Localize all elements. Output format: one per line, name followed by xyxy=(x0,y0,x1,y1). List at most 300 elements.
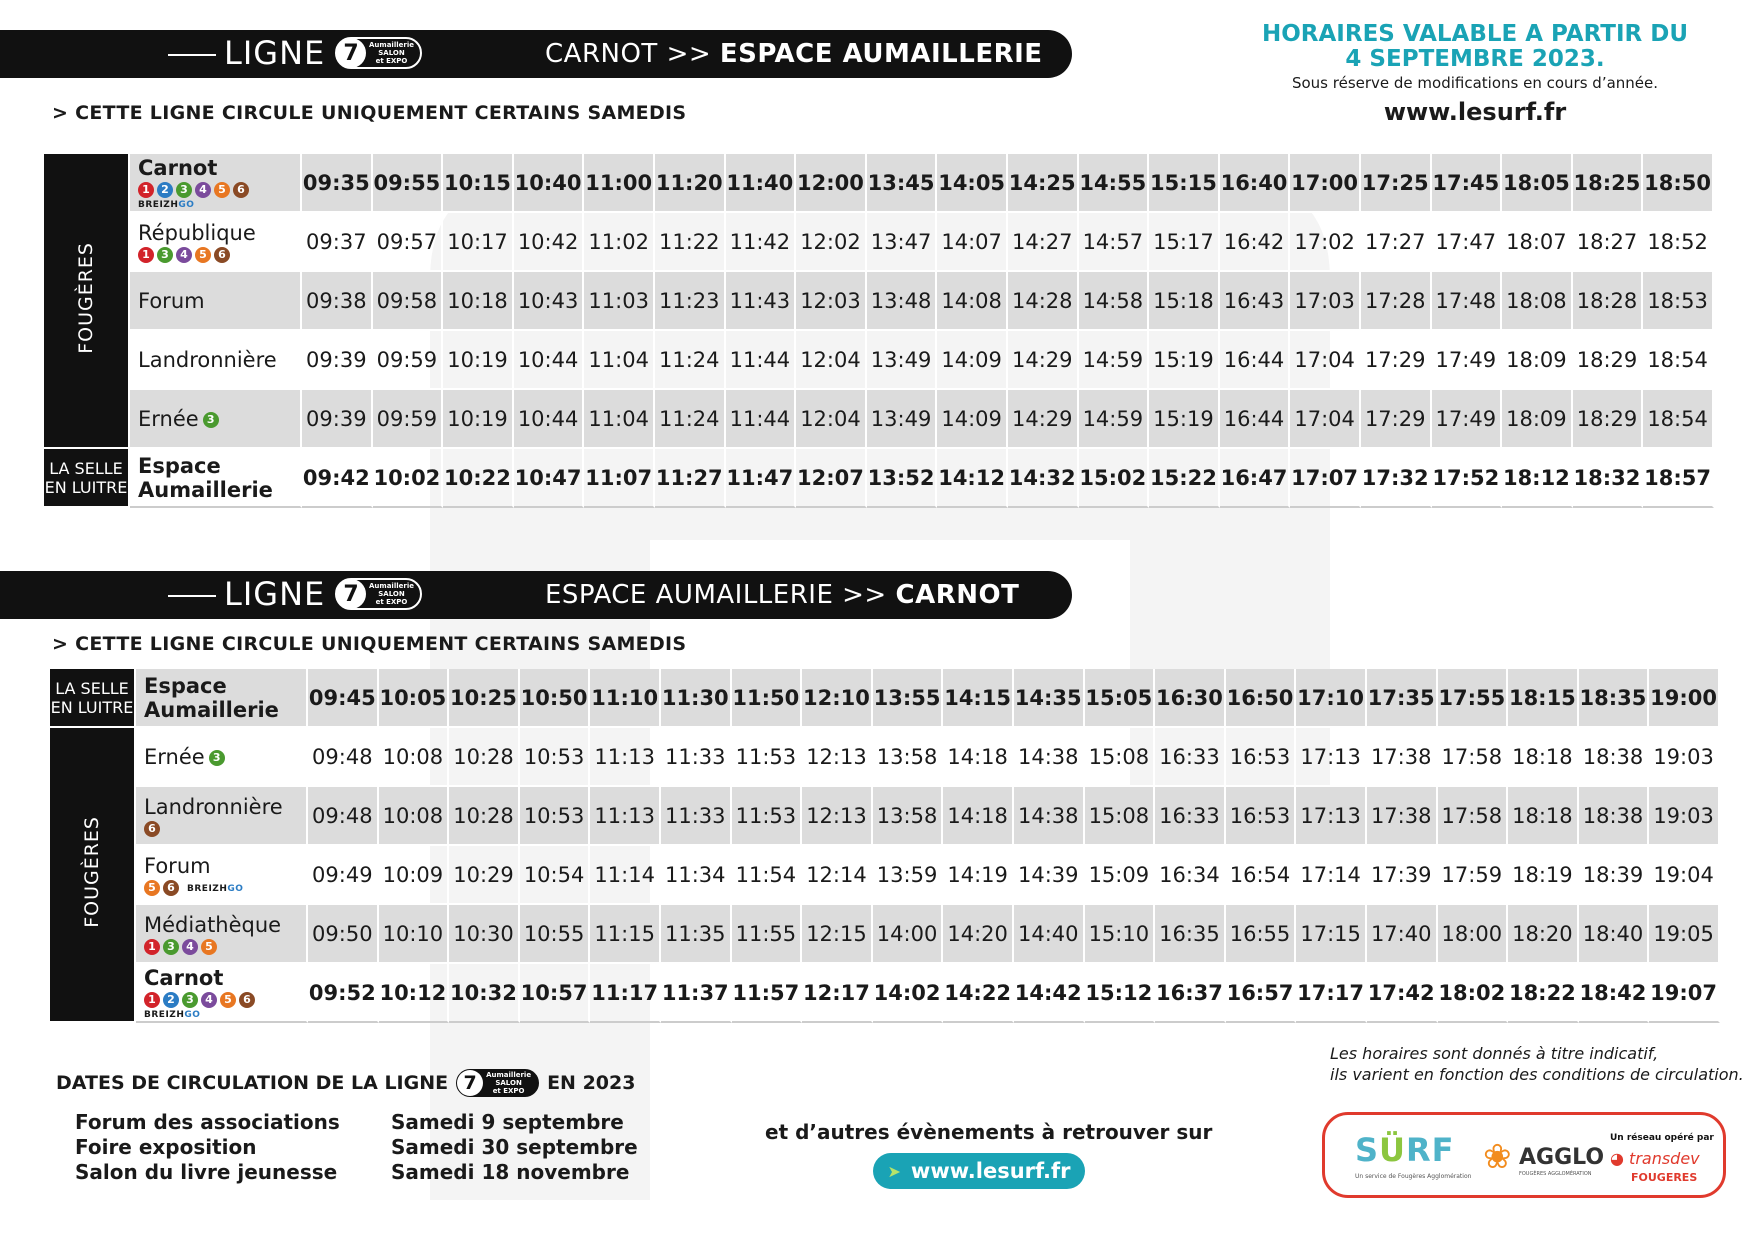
line-5-icon: 5 xyxy=(214,182,230,198)
departure-time: 18:38 xyxy=(1579,787,1650,846)
departure-time: 09:52 xyxy=(308,964,379,1023)
departure-time: 10:08 xyxy=(379,728,450,787)
inbound-header-bar xyxy=(0,571,1072,619)
departure-time: 14:18 xyxy=(943,787,1014,846)
line-3-icon: 3 xyxy=(163,939,179,955)
departure-time: 10:47 xyxy=(514,449,585,508)
departure-time: 18:38 xyxy=(1579,728,1650,787)
dash-decoration xyxy=(168,595,216,597)
departure-time: 17:55 xyxy=(1438,669,1509,728)
other-events-text: et d’autres évènements à retrouver sur xyxy=(765,1120,1213,1144)
inbound-timetable xyxy=(50,669,1720,1023)
departure-time: 15:19 xyxy=(1149,390,1220,449)
departure-time: 14:59 xyxy=(1079,331,1150,390)
breizhgo-icon: BREIZHGO xyxy=(187,883,244,894)
departure-time: 10:10 xyxy=(379,905,450,964)
departure-time: 11:33 xyxy=(661,787,732,846)
stop-name: Forum 5 6 BREIZHGO xyxy=(136,846,308,905)
departure-time: 18:52 xyxy=(1643,213,1714,272)
ligne-label: LIGNE xyxy=(224,575,326,613)
departure-time: 14:59 xyxy=(1079,390,1150,449)
departure-time: 17:13 xyxy=(1296,728,1367,787)
commune-label: LA SELLE EN LUITRE xyxy=(50,669,136,728)
departure-time: 12:07 xyxy=(796,449,867,508)
departure-time: 14:09 xyxy=(937,331,1008,390)
departure-time: 15:05 xyxy=(1085,669,1156,728)
departure-time: 09:58 xyxy=(373,272,444,331)
departure-time: 18:27 xyxy=(1573,213,1644,272)
line-number: 7 xyxy=(336,38,366,68)
partner-logos xyxy=(1322,1112,1726,1198)
line-connections xyxy=(144,880,179,896)
departure-time: 09:59 xyxy=(373,390,444,449)
departure-time: 16:30 xyxy=(1155,669,1226,728)
departure-time: 14:57 xyxy=(1079,213,1150,272)
departure-time: 17:38 xyxy=(1367,728,1438,787)
departure-time: 18:22 xyxy=(1508,964,1579,1023)
departure-time: 10:55 xyxy=(520,905,591,964)
ligne-label: LIGNE xyxy=(224,34,326,72)
departure-time: 16:35 xyxy=(1155,905,1226,964)
departure-time: 16:53 xyxy=(1226,787,1297,846)
departure-time: 18:09 xyxy=(1502,331,1573,390)
departure-time: 15:19 xyxy=(1149,331,1220,390)
departure-time: 10:50 xyxy=(520,669,591,728)
departure-time: 17:25 xyxy=(1361,154,1432,213)
departure-time: 18:54 xyxy=(1643,390,1714,449)
departure-time: 12:02 xyxy=(796,213,867,272)
departure-time: 18:02 xyxy=(1438,964,1509,1023)
table-row xyxy=(44,390,1714,449)
departure-time: 14:22 xyxy=(943,964,1014,1023)
departure-time: 14:28 xyxy=(1008,272,1079,331)
departure-time: 18:50 xyxy=(1643,154,1714,213)
departure-time: 17:59 xyxy=(1438,846,1509,905)
departure-time: 16:54 xyxy=(1226,846,1297,905)
line-7-badge xyxy=(335,578,422,610)
departure-time: 11:53 xyxy=(732,787,803,846)
line-1-icon: 1 xyxy=(144,992,160,1008)
departure-time: 17:17 xyxy=(1296,964,1367,1023)
departure-time: 13:45 xyxy=(867,154,938,213)
service-notice: > CETTE LIGNE CIRCULE UNIQUEMENT CERTAINS SAMEDIS xyxy=(52,102,687,124)
departure-time: 10:44 xyxy=(514,331,585,390)
departure-time: 17:48 xyxy=(1432,272,1503,331)
line-5-icon: 5 xyxy=(144,880,160,896)
departure-time: 09:49 xyxy=(308,846,379,905)
website-button-label: www.lesurf.fr xyxy=(910,1159,1071,1183)
departure-time: 14:08 xyxy=(937,272,1008,331)
departure-time: 14:42 xyxy=(1014,964,1085,1023)
line-6-icon: 6 xyxy=(214,247,230,263)
table-row xyxy=(44,154,1714,213)
table-row xyxy=(44,272,1714,331)
line-connections xyxy=(138,247,300,263)
validity-block xyxy=(1240,22,1710,126)
dates-year: EN 2023 xyxy=(547,1072,636,1094)
departure-time: 10:08 xyxy=(379,787,450,846)
outbound-header-bar xyxy=(0,30,1072,78)
departure-time: 17:15 xyxy=(1296,905,1367,964)
departure-time: 13:58 xyxy=(873,787,944,846)
departure-time: 18:28 xyxy=(1573,272,1644,331)
line-number: 7 xyxy=(457,1070,483,1096)
table-row xyxy=(44,331,1714,390)
departure-time: 17:32 xyxy=(1361,449,1432,508)
departure-time: 09:42 xyxy=(302,449,373,508)
departure-time: 10:17 xyxy=(443,213,514,272)
departure-time: 13:59 xyxy=(873,846,944,905)
departure-time: 11:15 xyxy=(590,905,661,964)
departure-time: 18:32 xyxy=(1573,449,1644,508)
departure-time: 10:02 xyxy=(373,449,444,508)
departure-time: 14:32 xyxy=(1008,449,1079,508)
departure-time: 16:43 xyxy=(1220,272,1291,331)
departure-time: 17:35 xyxy=(1367,669,1438,728)
departure-time: 18:19 xyxy=(1508,846,1579,905)
departure-time: 18:09 xyxy=(1502,390,1573,449)
departure-time: 17:02 xyxy=(1290,213,1361,272)
line-4-icon: 4 xyxy=(201,992,217,1008)
departure-time: 09:48 xyxy=(308,728,379,787)
departure-time: 18:42 xyxy=(1579,964,1650,1023)
table-row xyxy=(50,728,1720,787)
line-3-icon: 3 xyxy=(176,182,192,198)
departure-time: 19:03 xyxy=(1649,787,1720,846)
departure-time: 10:19 xyxy=(443,390,514,449)
line-3-icon: 3 xyxy=(157,247,173,263)
departure-time: 10:43 xyxy=(514,272,585,331)
departure-time: 12:10 xyxy=(802,669,873,728)
departure-time: 14:05 xyxy=(937,154,1008,213)
departure-time: 16:34 xyxy=(1155,846,1226,905)
departure-time: 11:30 xyxy=(661,669,732,728)
departure-time: 15:08 xyxy=(1085,787,1156,846)
departure-time: 15:08 xyxy=(1085,728,1156,787)
agglo-logo: AGGLO xyxy=(1519,1145,1605,1170)
line-badge-label: Aumaillerie SALON et EXPO xyxy=(369,41,414,65)
departure-time: 18:53 xyxy=(1643,272,1714,331)
departure-time: 17:27 xyxy=(1361,213,1432,272)
website-link[interactable]: www.lesurf.fr xyxy=(1383,98,1567,126)
departure-time: 14:58 xyxy=(1079,272,1150,331)
stop-name: Landronnière xyxy=(130,331,302,390)
departure-time: 18:57 xyxy=(1643,449,1714,508)
departure-time: 18:05 xyxy=(1502,154,1573,213)
commune-label: FOUGÈRES xyxy=(44,154,130,449)
departure-time: 11:40 xyxy=(726,154,797,213)
line-connections xyxy=(138,182,300,198)
table-row xyxy=(44,449,1714,508)
departure-time: 13:47 xyxy=(867,213,938,272)
departure-time: 18:08 xyxy=(1502,272,1573,331)
line-connections xyxy=(144,992,306,1008)
departure-time: 13:49 xyxy=(867,331,938,390)
departure-time: 12:04 xyxy=(796,390,867,449)
line-connections xyxy=(144,821,306,837)
line-3-icon: 3 xyxy=(182,992,198,1008)
departure-time: 11:53 xyxy=(732,728,803,787)
transdev-fougeres: FOUGERES xyxy=(1631,1171,1698,1184)
departure-time: 17:38 xyxy=(1367,787,1438,846)
route-title: CARNOT >> ESPACE AUMAILLERIE xyxy=(545,39,1043,69)
departure-time: 17:04 xyxy=(1290,331,1361,390)
departure-time: 14:29 xyxy=(1008,390,1079,449)
departure-time: 09:35 xyxy=(302,154,373,213)
departure-time: 11:33 xyxy=(661,728,732,787)
departure-time: 15:12 xyxy=(1085,964,1156,1023)
departure-time: 14:02 xyxy=(873,964,944,1023)
departure-time: 10:30 xyxy=(449,905,520,964)
line-2-icon: 2 xyxy=(157,182,173,198)
departure-time: 17:39 xyxy=(1367,846,1438,905)
departure-time: 17:29 xyxy=(1361,331,1432,390)
departure-time: 18:18 xyxy=(1508,728,1579,787)
departure-time: 11:55 xyxy=(732,905,803,964)
line-badge-label: Aumaillerie SALON et EXPO xyxy=(486,1071,532,1095)
departure-time: 17:58 xyxy=(1438,728,1509,787)
departure-time: 16:57 xyxy=(1226,964,1297,1023)
line-3-icon: 3 xyxy=(209,750,225,766)
line-6-icon: 6 xyxy=(239,992,255,1008)
arrow-icon: ➤ xyxy=(887,1161,901,1181)
departure-time: 15:22 xyxy=(1149,449,1220,508)
commune-label: FOUGÈRES xyxy=(50,728,136,1023)
line-4-icon: 4 xyxy=(182,939,198,955)
departure-time: 09:59 xyxy=(373,331,444,390)
disclaimer-note: Les horaires sont donnés à titre indicatif, ils varient en fonction des conditions de circulation. xyxy=(1330,1044,1744,1084)
breizhgo-icon: BREIZHGO xyxy=(144,1009,201,1020)
stop-name: Médiathèque 1 3 4 5 xyxy=(136,905,308,964)
departure-time: 10:42 xyxy=(514,213,585,272)
stop-name: Ernée 3 xyxy=(136,728,308,787)
departure-time: 12:14 xyxy=(802,846,873,905)
departure-time: 09:39 xyxy=(302,331,373,390)
departure-time: 16:53 xyxy=(1226,728,1297,787)
departure-time: 10:32 xyxy=(449,964,520,1023)
departure-time: 18:20 xyxy=(1508,905,1579,964)
agglo-logo-sub: FOUGÈRES AGGLOMÉRATION xyxy=(1519,1171,1592,1177)
route-title: ESPACE AUMAILLERIE >> CARNOT xyxy=(545,580,1020,610)
departure-time: 14:39 xyxy=(1014,846,1085,905)
departure-time: 10:40 xyxy=(514,154,585,213)
departure-time: 11:42 xyxy=(726,213,797,272)
departure-time: 14:29 xyxy=(1008,331,1079,390)
departure-time: 14:38 xyxy=(1014,728,1085,787)
departure-time: 16:33 xyxy=(1155,787,1226,846)
departure-time: 15:17 xyxy=(1149,213,1220,272)
departure-time: 11:47 xyxy=(726,449,797,508)
departure-time: 17:29 xyxy=(1361,390,1432,449)
departure-time: 12:04 xyxy=(796,331,867,390)
departure-time: 16:37 xyxy=(1155,964,1226,1023)
departure-time: 19:04 xyxy=(1649,846,1720,905)
operator-label: Un réseau opéré par xyxy=(1610,1133,1714,1143)
departure-time: 18:29 xyxy=(1573,390,1644,449)
table-row xyxy=(50,787,1720,846)
validity-line1: HORAIRES VALABLE A PARTIR DU xyxy=(1261,21,1689,47)
departure-time: 13:58 xyxy=(873,728,944,787)
departure-time: 18:40 xyxy=(1579,905,1650,964)
departure-time: 11:13 xyxy=(590,787,661,846)
line-number: 7 xyxy=(336,579,366,609)
departure-time: 14:19 xyxy=(943,846,1014,905)
departure-time: 09:48 xyxy=(308,787,379,846)
departure-time: 17:40 xyxy=(1367,905,1438,964)
departure-time: 11:14 xyxy=(590,846,661,905)
event-row: Forum des associations Samedi 9 septembre xyxy=(75,1110,624,1134)
surf-logo: SÜRF xyxy=(1355,1131,1455,1169)
departure-time: 11:03 xyxy=(584,272,655,331)
departure-time: 19:00 xyxy=(1649,669,1720,728)
departure-time: 11:24 xyxy=(655,331,726,390)
departure-time: 17:07 xyxy=(1290,449,1361,508)
departure-time: 11:17 xyxy=(590,964,661,1023)
events-list xyxy=(75,1110,638,1185)
line-3-icon: 3 xyxy=(203,412,219,428)
departure-time: 17:03 xyxy=(1290,272,1361,331)
departure-time: 11:57 xyxy=(732,964,803,1023)
departure-time: 14:20 xyxy=(943,905,1014,964)
table-row xyxy=(50,846,1720,905)
dates-title xyxy=(56,1069,635,1097)
line-7-badge xyxy=(456,1069,539,1097)
breizhgo-icon: BREIZHGO xyxy=(138,199,195,210)
validity-line2: 4 SEPTEMBRE 2023. xyxy=(1345,46,1605,72)
departure-time: 11:23 xyxy=(655,272,726,331)
departure-time: 12:03 xyxy=(796,272,867,331)
departure-time: 10:09 xyxy=(379,846,450,905)
departure-time: 11:20 xyxy=(655,154,726,213)
departure-time: 09:50 xyxy=(308,905,379,964)
departure-time: 09:39 xyxy=(302,390,373,449)
departure-time: 16:33 xyxy=(1155,728,1226,787)
departure-time: 11:37 xyxy=(661,964,732,1023)
departure-time: 14:07 xyxy=(937,213,1008,272)
departure-time: 14:38 xyxy=(1014,787,1085,846)
departure-time: 17:52 xyxy=(1432,449,1503,508)
line-5-icon: 5 xyxy=(220,992,236,1008)
departure-time: 15:15 xyxy=(1149,154,1220,213)
departure-time: 13:48 xyxy=(867,272,938,331)
departure-time: 11:54 xyxy=(732,846,803,905)
departure-time: 17:49 xyxy=(1432,390,1503,449)
departure-time: 12:15 xyxy=(802,905,873,964)
departure-time: 11:43 xyxy=(726,272,797,331)
stop-name: Landronnière 6 xyxy=(136,787,308,846)
line-6-icon: 6 xyxy=(163,880,179,896)
stop-name: Espace Aumaillerie xyxy=(130,449,302,508)
departure-time: 11:13 xyxy=(590,728,661,787)
departure-time: 11:00 xyxy=(584,154,655,213)
website-button[interactable] xyxy=(873,1153,1085,1189)
departure-time: 10:28 xyxy=(449,787,520,846)
departure-time: 18:15 xyxy=(1508,669,1579,728)
departure-time: 17:14 xyxy=(1296,846,1367,905)
departure-time: 14:35 xyxy=(1014,669,1085,728)
departure-time: 15:18 xyxy=(1149,272,1220,331)
departure-time: 09:38 xyxy=(302,272,373,331)
line-5-icon: 5 xyxy=(201,939,217,955)
departure-time: 10:15 xyxy=(443,154,514,213)
departure-time: 18:25 xyxy=(1573,154,1644,213)
departure-time: 17:45 xyxy=(1432,154,1503,213)
line-1-icon: 1 xyxy=(144,939,160,955)
departure-time: 10:53 xyxy=(520,787,591,846)
transdev-logo: ◕ transdev xyxy=(1610,1149,1700,1168)
table-row xyxy=(50,669,1720,728)
departure-time: 14:18 xyxy=(943,728,1014,787)
event-row: Foire exposition Samedi 30 septembre xyxy=(75,1135,638,1159)
departure-time: 14:09 xyxy=(937,390,1008,449)
departure-time: 15:09 xyxy=(1085,846,1156,905)
departure-time: 16:47 xyxy=(1220,449,1291,508)
line-1-icon: 1 xyxy=(138,182,154,198)
departure-time: 14:27 xyxy=(1008,213,1079,272)
departure-time: 17:47 xyxy=(1432,213,1503,272)
departure-time: 10:12 xyxy=(379,964,450,1023)
line-1-icon: 1 xyxy=(138,247,154,263)
departure-time: 11:34 xyxy=(661,846,732,905)
departure-time: 14:40 xyxy=(1014,905,1085,964)
departure-time: 09:45 xyxy=(308,669,379,728)
departure-time: 15:10 xyxy=(1085,905,1156,964)
departure-time: 10:53 xyxy=(520,728,591,787)
departure-time: 10:05 xyxy=(379,669,450,728)
departure-time: 10:57 xyxy=(520,964,591,1023)
departure-time: 13:52 xyxy=(867,449,938,508)
departure-time: 13:49 xyxy=(867,390,938,449)
departure-time: 11:02 xyxy=(584,213,655,272)
departure-time: 10:25 xyxy=(449,669,520,728)
event-row: Salon du livre jeunesse Samedi 18 novembre xyxy=(75,1160,630,1184)
validity-reserve: Sous réserve de modifications en cours d’année. xyxy=(1291,74,1659,92)
departure-time: 18:29 xyxy=(1573,331,1644,390)
departure-time: 16:50 xyxy=(1226,669,1297,728)
dash-decoration xyxy=(168,54,216,56)
departure-time: 18:12 xyxy=(1502,449,1573,508)
departure-time: 14:00 xyxy=(873,905,944,964)
departure-time: 17:42 xyxy=(1367,964,1438,1023)
stop-name: Ernée 3 xyxy=(130,390,302,449)
departure-time: 11:24 xyxy=(655,390,726,449)
departure-time: 11:04 xyxy=(584,331,655,390)
departure-time: 10:28 xyxy=(449,728,520,787)
line-6-icon: 6 xyxy=(233,182,249,198)
stop-name: Forum xyxy=(130,272,302,331)
departure-time: 10:54 xyxy=(520,846,591,905)
departure-time: 16:55 xyxy=(1226,905,1297,964)
service-notice: > CETTE LIGNE CIRCULE UNIQUEMENT CERTAINS SAMEDIS xyxy=(52,633,687,655)
departure-time: 14:15 xyxy=(943,669,1014,728)
departure-time: 18:54 xyxy=(1643,331,1714,390)
departure-time: 13:55 xyxy=(873,669,944,728)
line-4-icon: 4 xyxy=(176,247,192,263)
table-row xyxy=(44,213,1714,272)
departure-time: 11:27 xyxy=(655,449,726,508)
departure-time: 18:00 xyxy=(1438,905,1509,964)
line-6-icon: 6 xyxy=(144,821,160,837)
departure-time: 10:19 xyxy=(443,331,514,390)
departure-time: 14:12 xyxy=(937,449,1008,508)
departure-time: 16:44 xyxy=(1220,390,1291,449)
departure-time: 17:49 xyxy=(1432,331,1503,390)
departure-time: 12:13 xyxy=(802,728,873,787)
line-badge-label: Aumaillerie SALON et EXPO xyxy=(369,582,414,606)
surf-logo-sub: Un service de Fougères Agglomération xyxy=(1355,1173,1472,1180)
departure-time: 12:13 xyxy=(802,787,873,846)
agglo-flower-icon: ❀ xyxy=(1483,1137,1512,1177)
